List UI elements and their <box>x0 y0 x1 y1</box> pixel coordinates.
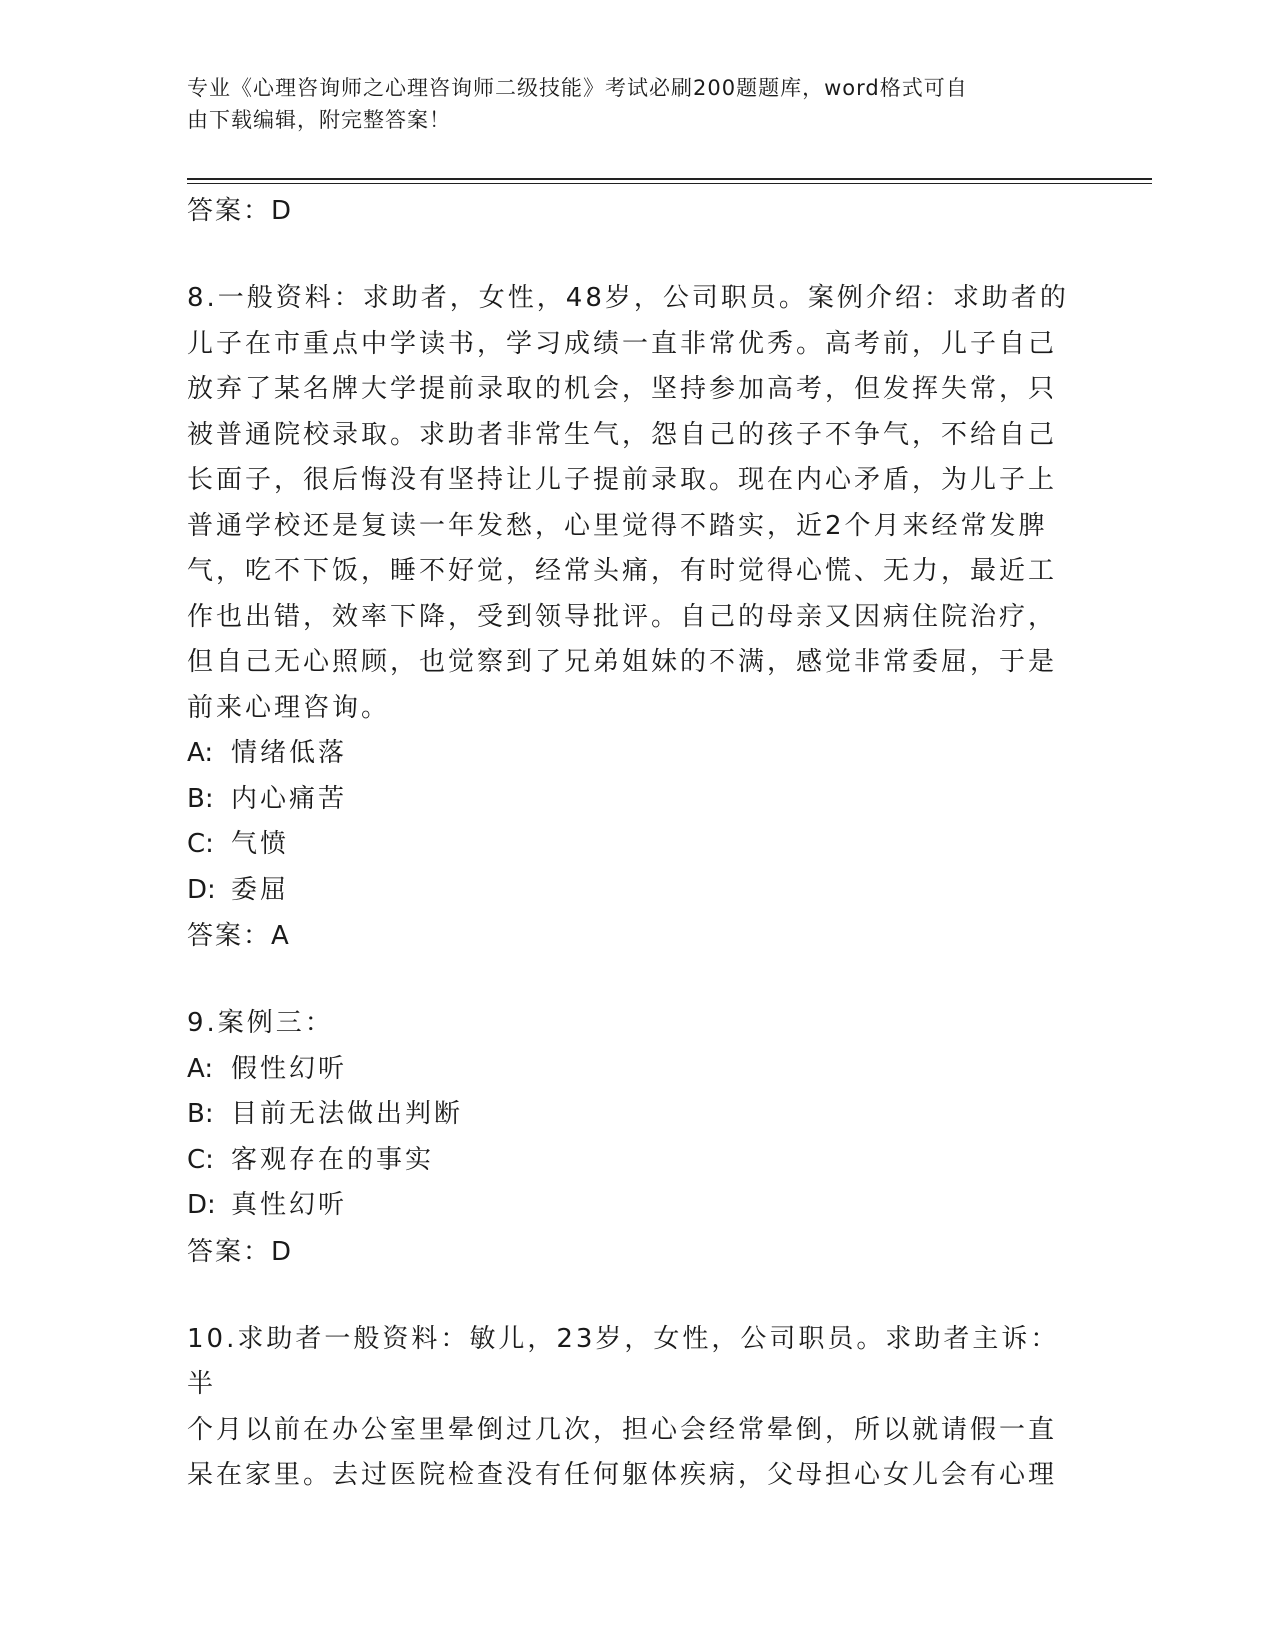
header-divider-thin <box>187 183 1152 184</box>
option-label: B: <box>187 1099 214 1129</box>
header-line-1: 专业《心理咨询师之心理咨询师二级技能》考试必刷200题题库，word格式可自 <box>187 76 968 100</box>
option-text: 内心痛苦 <box>231 783 348 814</box>
question-9 <box>187 1001 1087 1275</box>
spacer <box>187 1275 1087 1317</box>
stem-line: 个月以前在办公室里晕倒过几次，担心会经常晕倒，所以就请假一直 <box>187 1414 1058 1445</box>
stem-line: 长面子，很后悔没有坚持让儿子提前录取。现在内心矛盾，为儿子上 <box>187 465 1058 495</box>
option-label: A: <box>187 738 214 768</box>
option-c <box>187 1138 1087 1184</box>
option-c <box>187 822 1087 868</box>
option-label: C: <box>187 1144 214 1175</box>
option-d <box>187 1183 1087 1229</box>
option-label: D: <box>187 874 216 905</box>
option-text: 真性幻听 <box>231 1190 348 1220</box>
question-stem <box>187 1001 1087 1047</box>
option-b <box>187 1092 1087 1138</box>
question-stem <box>187 276 1087 731</box>
option-text: 假性幻听 <box>231 1053 348 1084</box>
spacer <box>187 959 1087 1001</box>
option-text: 情绪低落 <box>231 738 348 768</box>
option-d <box>187 868 1087 914</box>
page-header <box>187 72 1067 136</box>
option-text: 委屈 <box>231 874 290 905</box>
header-line-2: 由下载编辑，附完整答案！ <box>187 108 451 132</box>
question-10 <box>187 1317 1087 1499</box>
answer-line: 答案：A <box>187 921 291 951</box>
option-label: B: <box>187 783 214 814</box>
option-b <box>187 777 1087 823</box>
previous-answer: 答案：D <box>187 196 294 226</box>
header-divider-thick <box>187 178 1152 180</box>
stem-line: 但自己无心照顾，也觉察到了兄弟姐妹的不满，感觉非常委屈，于是 <box>187 647 1058 677</box>
spacer <box>187 234 1087 276</box>
question-8 <box>187 276 1087 959</box>
stem-line: 前来心理咨询。 <box>187 692 391 723</box>
stem-line: 呆在家里。去过医院检查没有任何躯体疾病，父母担心女儿会有心理 <box>187 1460 1058 1490</box>
stem-line: 放弃了某名牌大学提前录取的机会，坚持参加高考，但发挥失常，只 <box>187 374 1058 404</box>
stem-line: 儿子在市重点中学读书，学习成绩一直非常优秀。高考前，儿子自己 <box>187 328 1058 359</box>
option-label: A: <box>187 1053 214 1084</box>
option-text: 目前无法做出判断 <box>231 1099 464 1129</box>
question-stem <box>187 1317 1087 1499</box>
question-list <box>187 188 1087 1499</box>
option-a <box>187 731 1087 777</box>
stem-line: 10.求助者一般资料：敏儿，23岁，女性，公司职员。求助者主诉：半 <box>187 1323 1060 1399</box>
stem-line: 普通学校还是复读一年发愁，心里觉得不踏实，近2个月来经常发脾 <box>187 510 1048 541</box>
stem-line: 8.一般资料：求助者，女性，48岁，公司职员。案例介绍：求助者的 <box>187 283 1069 313</box>
stem-line: 作也出错，效率下降，受到领导批评。自己的母亲又因病住院治疗， <box>187 601 1058 632</box>
option-text: 客观存在的事实 <box>231 1144 435 1175</box>
option-label: C: <box>187 829 214 859</box>
stem-line: 被普通院校录取。求助者非常生气，怨自己的孩子不争气，不给自己 <box>187 419 1058 450</box>
answer-line: 答案：D <box>187 1236 294 1267</box>
stem-line: 气，吃不下饭，睡不好觉，经常头痛，有时觉得心慌、无力，最近工 <box>187 556 1058 586</box>
option-text: 气愤 <box>231 829 290 859</box>
option-a <box>187 1047 1087 1093</box>
stem-line: 9.案例三： <box>187 1008 334 1038</box>
option-label: D: <box>187 1190 216 1220</box>
